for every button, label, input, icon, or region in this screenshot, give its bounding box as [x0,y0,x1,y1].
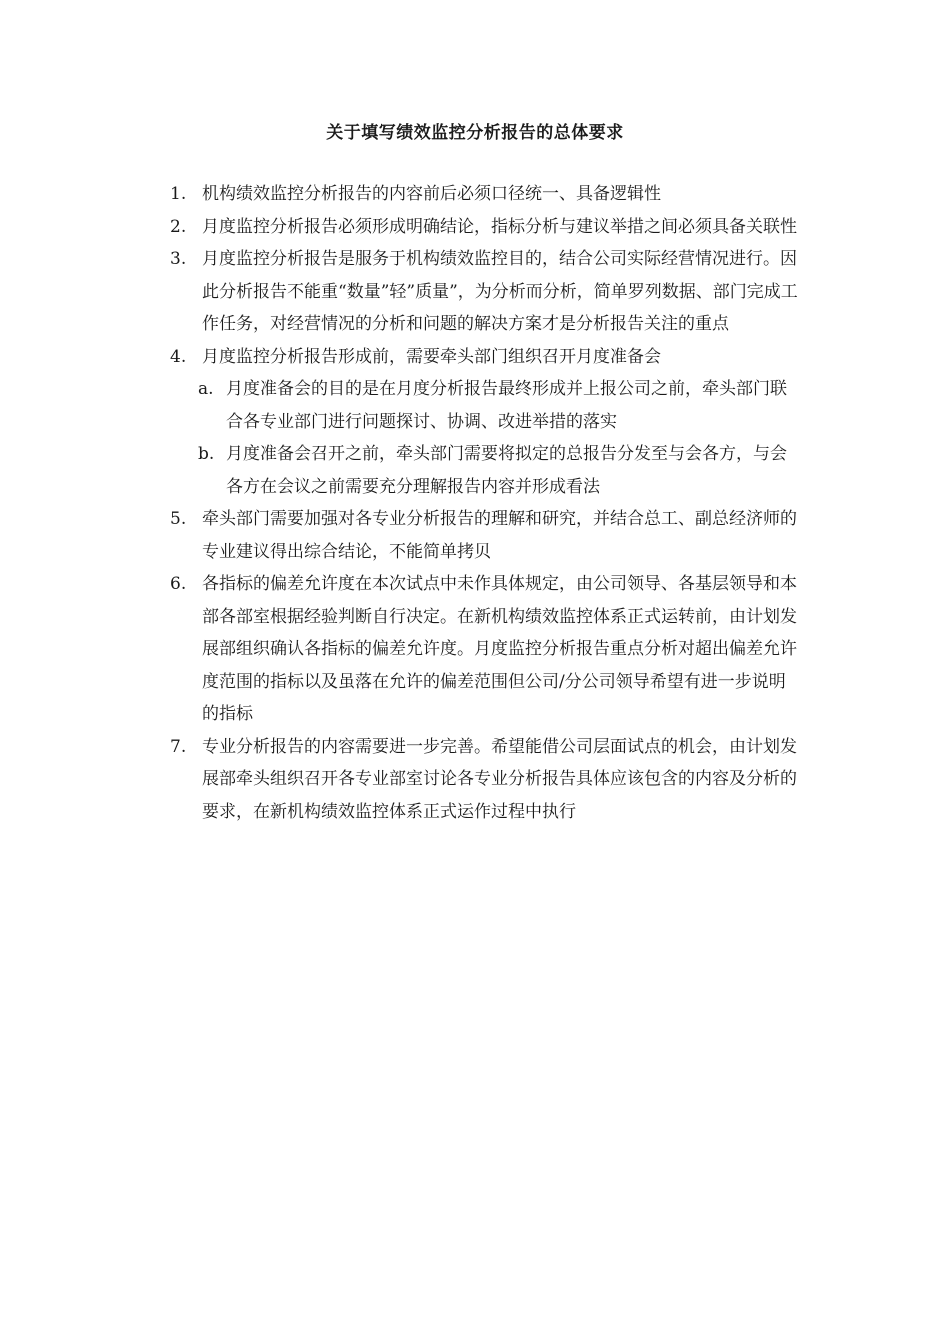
list-item [170,178,800,211]
item-number: 6. [170,574,187,594]
item-text: 机构绩效监控分析报告的内容前后必须口径统一、具备逻辑性 [202,184,661,204]
sub-item-text: 月度准备会召开之前，牵头部门需要将拟定的总报告分发至与会各方，与会各方在会议之前需要充分理解报告内容并形成看法 [226,444,787,497]
sub-item-letter: b. [198,444,215,464]
item-text: 月度监控分析报告形成前，需要牵头部门组织召开月度准备会 [202,346,661,367]
sub-list-item [170,373,800,438]
list-item [170,731,800,829]
list-item [170,568,800,731]
sub-item-letter: a. [198,379,214,399]
item-number: 4. [170,346,187,367]
item-number: 2. [170,216,187,237]
sub-list [170,373,800,503]
requirements-list [170,178,800,828]
list-item [170,211,800,244]
sub-item-text: 月度准备会的目的是在月度分析报告最终形成并上报公司之前，牵头部门联合各专业部门进行问题探讨、协调、改进举措的落实 [226,379,787,432]
item-text: 专业分析报告的内容需要进一步完善。希望能借公司层面试点的机会，由计划发展部牵头组织召开各专业部室讨论各专业分析报告具体应该包含的内容及分析的要求，在新机构绩效监控体系正式运作过程中执行 [202,736,797,822]
item-number: 1. [170,184,187,204]
item-number: 7. [170,736,187,757]
list-item [170,341,800,374]
item-number: 3. [170,249,187,269]
sub-list-item [170,438,800,503]
list-item [170,243,800,341]
document-title: 关于填写绩效监控分析报告的总体要求 [326,123,624,143]
item-text: 牵头部门需要加强对各专业分析报告的理解和研究，并结合总工、副总经济师的专业建议得出综合结论，不能简单拷贝 [202,509,797,562]
list-item [170,503,800,568]
item-text: 月度监控分析报告是服务于机构绩效监控目的，结合公司实际经营情况进行。因此分析报告不能重“数量”轻”质量”，为分析而分析，简单罗列数据、部门完成工作任务，对经营情况的分析和问题的解决方案才是分析报告关注的重点 [202,249,798,334]
item-text: 月度监控分析报告必须形成明确结论，指标分析与建议举措之间必须具备关联性 [202,216,797,237]
item-text: 各指标的偏差允许度在本次试点中未作具体规定，由公司领导、各基层领导和本部各部室根据经验判断自行决定。在新机构绩效监控体系正式运转前，由计划发展部组织确认各指标的偏差允许度。月度监控分析报告重点分析对超出偏差允许度范围的指标以及虽落在允许的偏差范围但公司/分公司领导希望有进一步说明的指标 [202,574,797,724]
item-number: 5. [170,509,187,529]
